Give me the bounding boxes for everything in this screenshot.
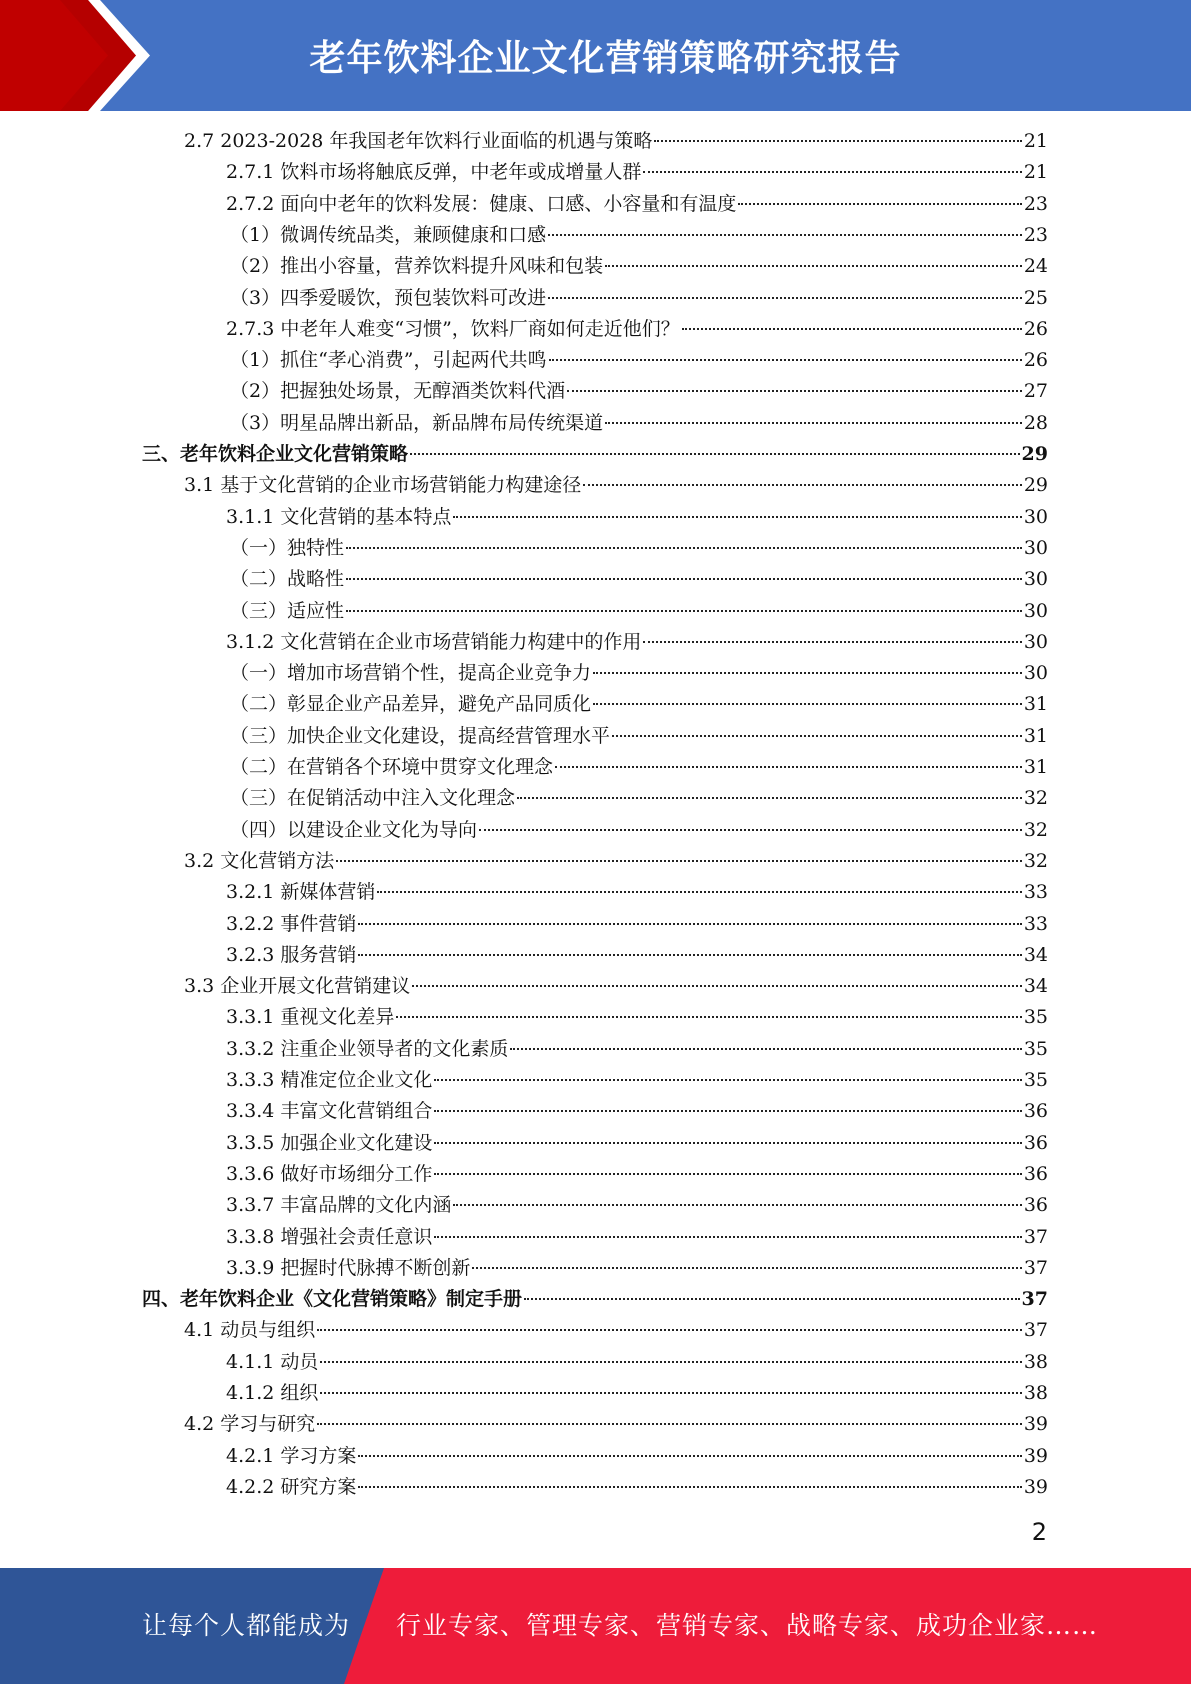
toc-entry[interactable] (230, 597, 1048, 625)
toc-dot-leader (567, 390, 1022, 392)
toc-entry-page: 39 (1023, 1476, 1048, 1498)
toc-entry-title: 3.2.1 新媒体营销 (226, 881, 376, 903)
toc-entry-title: （2）推出小容量，营养饮料提升风味和包装 (230, 255, 604, 277)
toc-entry[interactable] (226, 1223, 1048, 1251)
toc-entry-page: 25 (1023, 287, 1048, 309)
toc-entry-page: 36 (1023, 1132, 1048, 1154)
toc-dot-leader (320, 1361, 1021, 1363)
toc-dot-leader (412, 985, 1022, 987)
toc-entry-title: （一）增加市场营销个性，提高企业竞争力 (230, 662, 592, 684)
toc-entry[interactable] (226, 158, 1048, 186)
toc-dot-leader (317, 1423, 1022, 1425)
toc-entry[interactable] (226, 1003, 1048, 1031)
toc-entry[interactable] (226, 910, 1048, 938)
toc-dot-leader (593, 703, 1022, 705)
toc-entry-page: 38 (1023, 1351, 1048, 1373)
toc-dot-leader (612, 735, 1022, 737)
toc-entry-title: 2.7.2 面向中老年的饮料发展：健康、口感、小容量和有温度 (226, 193, 737, 215)
toc-entry-page: 35 (1023, 1069, 1048, 1091)
toc-dot-leader (524, 1298, 1020, 1300)
page-footer (0, 1568, 1191, 1684)
page-header (0, 0, 1191, 111)
toc-entry-title: 2.7.3 中老年人难变“习惯”，饮料厂商如何走近他们？ (226, 318, 680, 340)
toc-dot-leader (358, 923, 1021, 925)
toc-entry[interactable] (230, 221, 1048, 249)
toc-entry-page: 33 (1023, 913, 1048, 935)
toc-entry-page: 36 (1023, 1163, 1048, 1185)
toc-dot-leader (336, 860, 1022, 862)
toc-entry-page: 31 (1023, 725, 1048, 747)
toc-entry[interactable] (226, 190, 1048, 218)
toc-entry[interactable] (226, 503, 1048, 531)
toc-entry[interactable] (230, 284, 1048, 312)
toc-entry-title: 4.1.2 组织 (226, 1382, 319, 1404)
toc-dot-leader (548, 234, 1022, 236)
toc-entry-title: 四、老年饮料企业《文化营销策略》制定手册 (142, 1288, 523, 1310)
toc-entry[interactable] (230, 816, 1048, 844)
toc-dot-leader (358, 1486, 1021, 1488)
toc-entry-title: （3）四季爱暖饮，预包装饮料可改进 (230, 287, 547, 309)
toc-entry-page: 37 (1021, 1288, 1048, 1310)
toc-entry[interactable] (226, 878, 1048, 906)
page-number: 2 (1031, 1518, 1047, 1546)
toc-dot-leader (434, 1079, 1021, 1081)
toc-entry-title: 3.1 基于文化营销的企业市场营销能力构建途径 (184, 474, 582, 496)
toc-entry-page: 37 (1023, 1319, 1048, 1341)
toc-entry-title: （四）以建设企业文化为导向 (230, 819, 478, 841)
toc-entry-title: （二）在营销各个环境中贯穿文化理念 (230, 756, 554, 778)
toc-entry-page: 30 (1023, 631, 1048, 653)
toc-entry-page: 21 (1023, 130, 1048, 152)
toc-entry-title: （三）适应性 (230, 600, 345, 622)
toc-dot-leader (434, 1142, 1021, 1144)
toc-entry-title: 4.2.2 研究方案 (226, 1476, 357, 1498)
toc-entry[interactable] (184, 471, 1048, 499)
toc-entry-page: 36 (1023, 1194, 1048, 1216)
toc-entry-title: 3.3.3 精准定位企业文化 (226, 1069, 433, 1091)
toc-dot-leader (358, 1455, 1021, 1457)
toc-entry-page: 27 (1023, 380, 1048, 402)
toc-dot-leader (453, 1204, 1021, 1206)
toc-dot-leader (555, 766, 1022, 768)
toc-entry[interactable] (230, 534, 1048, 562)
toc-dot-leader (654, 140, 1021, 142)
toc-entry-page: 26 (1023, 318, 1048, 340)
toc-entry[interactable] (226, 628, 1048, 656)
toc-entry-page: 32 (1023, 787, 1048, 809)
toc-entry[interactable] (226, 1348, 1048, 1376)
toc-entry[interactable] (184, 127, 1048, 155)
toc-entry[interactable] (226, 1066, 1048, 1094)
toc-entry[interactable] (142, 440, 1048, 468)
toc-entry-title: 3.3.9 把握时代脉搏不断创新 (226, 1257, 471, 1279)
toc-entry-page: 34 (1023, 975, 1048, 997)
toc-entry-page: 30 (1023, 568, 1048, 590)
toc-entry[interactable] (226, 315, 1048, 343)
toc-dot-leader (605, 265, 1022, 267)
toc-dot-leader (472, 1267, 1021, 1269)
toc-entry-page: 32 (1023, 819, 1048, 841)
toc-entry[interactable] (226, 1191, 1048, 1219)
toc-dot-leader (346, 610, 1022, 612)
toc-entry-title: （3）明星品牌出新品，新品牌布局传统渠道 (230, 412, 604, 434)
toc-entry[interactable] (226, 1097, 1048, 1125)
toc-entry-page: 33 (1023, 881, 1048, 903)
toc-entry-title: （三）在促销活动中注入文化理念 (230, 787, 516, 809)
toc-entry-title: 3.2.2 事件营销 (226, 913, 357, 935)
toc-entry[interactable] (230, 565, 1048, 593)
toc-entry-page: 35 (1023, 1038, 1048, 1060)
toc-entry-title: 4.2.1 学习方案 (226, 1445, 357, 1467)
toc-dot-leader (346, 578, 1022, 580)
toc-entry-title: 3.1.2 文化营销在企业市场营销能力构建中的作用 (226, 631, 642, 653)
toc-entry-page: 29 (1023, 474, 1048, 496)
toc-dot-leader (377, 891, 1021, 893)
toc-dot-leader (358, 954, 1021, 956)
toc-entry[interactable] (226, 1473, 1048, 1501)
toc-dot-leader (410, 453, 1020, 455)
toc-entry-title: 4.1 动员与组织 (184, 1319, 316, 1341)
toc-dot-leader (738, 203, 1021, 205)
toc-entry-title: 3.3.7 丰富品牌的文化内涵 (226, 1194, 452, 1216)
toc-entry[interactable] (230, 252, 1048, 280)
toc-entry-title: 3.1.1 文化营销的基本特点 (226, 506, 452, 528)
toc-dot-leader (583, 484, 1022, 486)
toc-entry-title: 3.3.8 增强社会责任意识 (226, 1226, 433, 1248)
toc-entry[interactable] (184, 1316, 1048, 1344)
toc-entry-title: 3.3 企业开展文化营销建议 (184, 975, 411, 997)
toc-entry[interactable] (230, 409, 1048, 437)
toc-dot-leader (434, 1173, 1021, 1175)
toc-dot-leader (682, 328, 1022, 330)
toc-entry-title: 2.7.1 饮料市场将触底反弹，中老年或成增量人群 (226, 161, 642, 183)
toc-entry[interactable] (230, 659, 1048, 687)
toc-entry-title: （三）加快企业文化建设，提高经营管理水平 (230, 725, 611, 747)
toc-dot-leader (643, 171, 1021, 173)
toc-dot-leader (548, 297, 1022, 299)
toc-entry-title: 三、老年饮料企业文化营销策略 (142, 443, 409, 465)
toc-entry[interactable] (142, 1285, 1048, 1313)
toc-dot-leader (517, 797, 1022, 799)
toc-entry-page: 37 (1023, 1257, 1048, 1279)
toc-entry[interactable] (226, 1442, 1048, 1470)
toc-entry-title: 3.3.2 注重企业领导者的文化素质 (226, 1038, 509, 1060)
toc-entry[interactable] (184, 1410, 1048, 1438)
toc-entry[interactable] (230, 690, 1048, 718)
toc-entry-title: 4.1.1 动员 (226, 1351, 319, 1373)
toc-entry-page: 34 (1023, 944, 1048, 966)
toc-dot-leader (549, 359, 1022, 361)
toc-entry-page: 24 (1023, 255, 1048, 277)
toc-entry-title: 3.3.1 重视文化差异 (226, 1006, 395, 1028)
toc-dot-leader (453, 516, 1021, 518)
toc-entry[interactable] (226, 1160, 1048, 1188)
toc-entry[interactable] (226, 1254, 1048, 1282)
toc-entry-page: 30 (1023, 537, 1048, 559)
toc-entry-page: 30 (1023, 662, 1048, 684)
toc-dot-leader (396, 1016, 1021, 1018)
toc-entry-title: （2）把握独处场景，无醇酒类饮料代酒 (230, 380, 566, 402)
toc-entry-page: 37 (1023, 1226, 1048, 1248)
toc-entry[interactable] (226, 941, 1048, 969)
toc-dot-leader (593, 672, 1022, 674)
toc-entry-title: 2.7 2023-2028 年我国老年饮料行业面临的机遇与策略 (184, 130, 653, 152)
toc-entry-title: 4.2 学习与研究 (184, 1413, 316, 1435)
toc-dot-leader (479, 829, 1022, 831)
toc-entry-title: 3.2.3 服务营销 (226, 944, 357, 966)
toc-entry-title: 3.2 文化营销方法 (184, 850, 335, 872)
toc-entry-title: （一）独特性 (230, 537, 345, 559)
toc-entry-title: （二）彰显企业产品差异，避免产品同质化 (230, 693, 592, 715)
toc-entry[interactable] (184, 847, 1048, 875)
toc-entry-page: 39 (1023, 1445, 1048, 1467)
toc-entry-page: 31 (1023, 756, 1048, 778)
toc-entry-title: （1）抓住“孝心消费”，引起两代共鸣 (230, 349, 547, 371)
footer-slogan-left: 让每个人都能成为 (142, 1611, 351, 1640)
toc-entry[interactable] (226, 1129, 1048, 1157)
toc-entry[interactable] (226, 1035, 1048, 1063)
toc-entry-page: 30 (1023, 600, 1048, 622)
toc-entry[interactable] (230, 784, 1048, 812)
toc-dot-leader (434, 1110, 1021, 1112)
toc-entry-page: 21 (1023, 161, 1048, 183)
toc-entry-page: 26 (1023, 349, 1048, 371)
toc-entry-page: 23 (1023, 224, 1048, 246)
toc-entry-page: 39 (1023, 1413, 1048, 1435)
toc-dot-leader (434, 1236, 1021, 1238)
toc-dot-leader (320, 1392, 1021, 1394)
toc-entry-page: 31 (1023, 693, 1048, 715)
toc-entry-title: 3.3.4 丰富文化营销组合 (226, 1100, 433, 1122)
toc-entry[interactable] (230, 753, 1048, 781)
footer-slogan-right: 行业专家、管理专家、营销专家、战略专家、成功企业家…… (396, 1611, 1099, 1640)
toc-dot-leader (643, 641, 1021, 643)
toc-entry-page: 23 (1023, 193, 1048, 215)
toc-entry[interactable] (226, 1379, 1048, 1407)
toc-entry-title: （二）战略性 (230, 568, 345, 590)
toc-entry[interactable] (230, 377, 1048, 405)
toc-entry-page: 35 (1023, 1006, 1048, 1028)
header-title: 老年饮料企业文化营销策略研究报告 (309, 38, 902, 79)
toc-dot-leader (346, 547, 1022, 549)
toc-entry-page: 32 (1023, 850, 1048, 872)
toc-entry-title: 3.3.5 加强企业文化建设 (226, 1132, 433, 1154)
toc-entry-title: （1）微调传统品类，兼顾健康和口感 (230, 224, 547, 246)
toc-dot-leader (510, 1048, 1021, 1050)
toc-entry[interactable] (230, 722, 1048, 750)
toc-entry[interactable] (184, 972, 1048, 1000)
toc-entry-page: 28 (1023, 412, 1048, 434)
toc-entry-title: 3.3.6 做好市场细分工作 (226, 1163, 433, 1185)
toc-entry-page: 38 (1023, 1382, 1048, 1404)
toc-entry-page: 30 (1023, 506, 1048, 528)
toc-entry-page: 36 (1023, 1100, 1048, 1122)
toc-entry-page: 29 (1021, 443, 1048, 465)
toc-dot-leader (317, 1329, 1022, 1331)
toc-dot-leader (605, 422, 1022, 424)
toc-entry[interactable] (230, 346, 1048, 374)
